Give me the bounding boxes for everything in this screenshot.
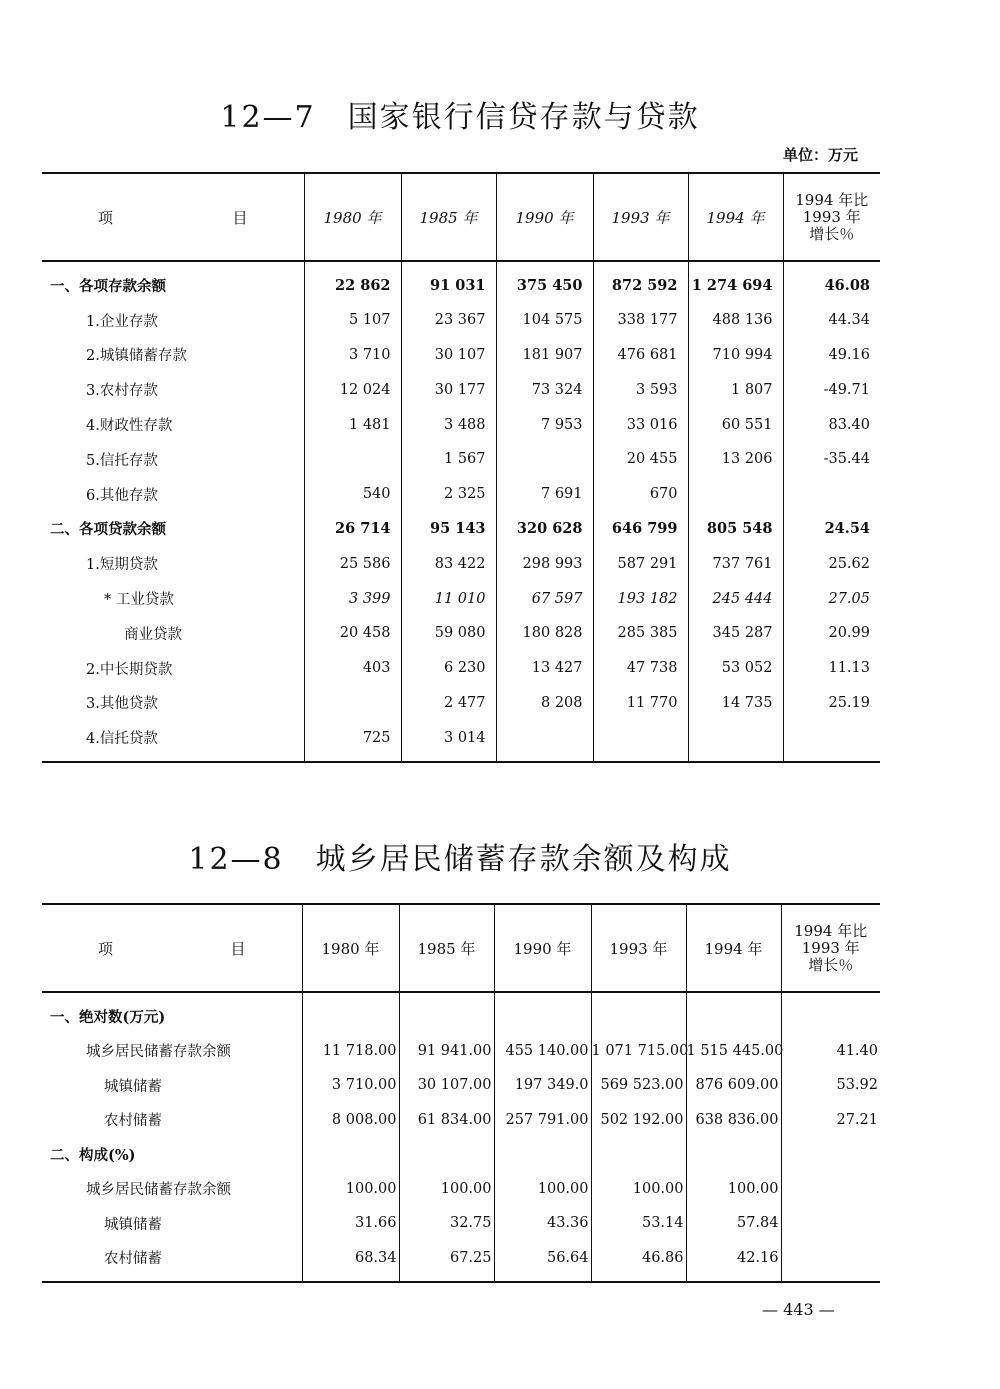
row-label: 农村储蓄 [42, 1241, 302, 1283]
row-label: 农村储蓄 [104, 1113, 162, 1130]
cell-1980: 1 481 [304, 407, 401, 442]
cell-1994: 57.84 [686, 1206, 781, 1241]
table-row [42, 442, 880, 477]
cell-1993: 476 681 [593, 338, 688, 373]
cell-growth: 46.08 [783, 261, 880, 303]
row-label: 3.农村存款 [86, 383, 158, 400]
table-row [42, 1172, 880, 1207]
cell-1993: 646 799 [593, 512, 688, 547]
cell-1993 [591, 992, 686, 1034]
table-row [42, 546, 880, 581]
table-row [42, 581, 880, 616]
cell-1990: 43.36 [494, 1206, 591, 1241]
cell-1985: 3 014 [401, 720, 496, 762]
table2-header-item [42, 904, 302, 992]
cell-1993 [591, 1137, 686, 1172]
cell-growth [783, 720, 880, 762]
cell-growth: 24.54 [783, 512, 880, 547]
cell-1985: 95 143 [401, 512, 496, 547]
page-number: — 443 — [762, 1300, 835, 1319]
cell-1980: 3 399 [304, 581, 401, 616]
cell-1985: 1 567 [401, 442, 496, 477]
cell-1985: 67.25 [399, 1241, 494, 1283]
cell-1994: 1 807 [688, 372, 783, 407]
cell-1990: 7 691 [496, 477, 593, 512]
cell-1990: 104 575 [496, 303, 593, 338]
cell-1993: 502 192.00 [591, 1103, 686, 1138]
cell-growth: -49.71 [783, 372, 880, 407]
cell-1980: 3 710 [304, 338, 401, 373]
cell-1994: 488 136 [688, 303, 783, 338]
header-year-1994: 1994 年 [688, 173, 783, 261]
table1-header-item [42, 173, 304, 261]
table-row [42, 407, 880, 442]
table-row [42, 303, 880, 338]
cell-1980: 100.00 [302, 1172, 399, 1207]
cell-1985: 83 422 [401, 546, 496, 581]
cell-1994: 13 206 [688, 442, 783, 477]
cell-1980: 12 024 [304, 372, 401, 407]
cell-growth: 25.62 [783, 546, 880, 581]
table-row [42, 720, 880, 762]
cell-1994: 1 274 694 [688, 261, 783, 303]
header-growth-line2: 1993 年 [801, 938, 860, 957]
cell-1985: 2 477 [401, 686, 496, 721]
cell-1985: 23 367 [401, 303, 496, 338]
cell-1990: 7 953 [496, 407, 593, 442]
row-label: 2.中长期贷款 [86, 661, 173, 678]
cell-1994 [686, 1137, 781, 1172]
cell-1994: 42.16 [686, 1241, 781, 1283]
cell-growth [781, 1241, 880, 1283]
cell-1985 [399, 992, 494, 1034]
header-item-left: 项 [98, 209, 114, 227]
cell-1993: 338 177 [593, 303, 688, 338]
table1 [42, 172, 880, 763]
header-growth-line1: 1994 年比 [795, 190, 869, 209]
cell-1990: 73 324 [496, 372, 593, 407]
header-growth-line2: 1993 年 [802, 207, 861, 226]
header-growth [783, 173, 880, 261]
cell-1980: 25 586 [304, 546, 401, 581]
header-year-1990: 1990 年 [494, 904, 591, 992]
cell-1990: 56.64 [494, 1241, 591, 1283]
cell-1980 [304, 442, 401, 477]
cell-1990 [496, 720, 593, 762]
cell-1993: 587 291 [593, 546, 688, 581]
row-label: 6.其他存款 [86, 487, 158, 504]
cell-1985: 59 080 [401, 616, 496, 651]
cell-1993: 46.86 [591, 1241, 686, 1283]
cell-1985: 3 488 [401, 407, 496, 442]
row-label: 城镇储蓄 [104, 1078, 162, 1095]
cell-1993: 11 770 [593, 686, 688, 721]
row-label: 一、各项存款余额 [50, 277, 166, 295]
cell-growth: 25.19 [783, 686, 880, 721]
row-label: 商业贷款 [124, 626, 182, 643]
row-label: 4.信托贷款 [42, 720, 304, 762]
cell-1980: 22 862 [304, 261, 401, 303]
cell-1994: 100.00 [686, 1172, 781, 1207]
cell-1985: 32.75 [399, 1206, 494, 1241]
cell-growth [781, 1172, 880, 1207]
row-label: 二、各项贷款余额 [50, 521, 166, 539]
cell-1993: 872 592 [593, 261, 688, 303]
cell-1990: 298 993 [496, 546, 593, 581]
row-label: 3.其他贷款 [86, 696, 158, 713]
cell-growth: 41.40 [781, 1034, 880, 1069]
table-row [42, 651, 880, 686]
header-year-1993: 1993 年 [593, 173, 688, 261]
cell-1985: 91 031 [401, 261, 496, 303]
table1-unit: 单位：万元 [783, 146, 859, 164]
cell-1994: 14 735 [688, 686, 783, 721]
header-growth-line3: 增长％ [808, 955, 854, 974]
header-year-1980: 1980 年 [302, 904, 399, 992]
cell-1985: 91 941.00 [399, 1034, 494, 1069]
cell-1985: 30 107.00 [399, 1068, 494, 1103]
cell-1980: 11 718.00 [302, 1034, 399, 1069]
cell-growth: 44.34 [783, 303, 880, 338]
row-label: * 工业贷款 [104, 592, 174, 609]
cell-1993: 100.00 [591, 1172, 686, 1207]
cell-1980 [302, 1137, 399, 1172]
cell-1990: 100.00 [494, 1172, 591, 1207]
cell-1980: 540 [304, 477, 401, 512]
cell-1980: 31.66 [302, 1206, 399, 1241]
cell-1993: 1 071 715.00 [591, 1034, 686, 1069]
cell-1994: 345 287 [688, 616, 783, 651]
cell-1994: 876 609.00 [686, 1068, 781, 1103]
row-label: 1.企业存款 [86, 313, 158, 330]
cell-1980: 3 710.00 [302, 1068, 399, 1103]
table-row [42, 372, 880, 407]
cell-1990 [494, 992, 591, 1034]
table-row [42, 477, 880, 512]
cell-growth: 49.16 [783, 338, 880, 373]
cell-1990: 181 907 [496, 338, 593, 373]
header-item-right: 目 [232, 209, 248, 227]
table-row [42, 338, 880, 373]
header-growth-line1: 1994 年比 [794, 921, 868, 940]
cell-growth [781, 1206, 880, 1241]
cell-1985: 30 107 [401, 338, 496, 373]
cell-1994: 1 515 445.00 [686, 1034, 781, 1069]
cell-1993: 670 [593, 477, 688, 512]
cell-1993: 53.14 [591, 1206, 686, 1241]
table-row [42, 1241, 880, 1283]
header-year-1985: 1985 年 [401, 173, 496, 261]
cell-1980: 20 458 [304, 616, 401, 651]
cell-1994: 737 761 [688, 546, 783, 581]
cell-1994: 245 444 [688, 581, 783, 616]
cell-1993: 193 182 [593, 581, 688, 616]
cell-growth: 83.40 [783, 407, 880, 442]
table-row [42, 686, 880, 721]
cell-1994: 53 052 [688, 651, 783, 686]
cell-1990 [496, 442, 593, 477]
header-year-1990: 1990 年 [496, 173, 593, 261]
cell-growth: 27.05 [783, 581, 880, 616]
row-label: 1.短期贷款 [86, 557, 158, 574]
row-label: 城镇储蓄 [104, 1216, 162, 1233]
header-item-left: 项 [98, 940, 114, 958]
cell-growth [781, 992, 880, 1034]
cell-1990: 13 427 [496, 651, 593, 686]
cell-growth [781, 1137, 880, 1172]
cell-1993: 3 593 [593, 372, 688, 407]
cell-1980: 5 107 [304, 303, 401, 338]
cell-1985: 2 325 [401, 477, 496, 512]
cell-1990: 180 828 [496, 616, 593, 651]
cell-1985: 6 230 [401, 651, 496, 686]
cell-1993: 33 016 [593, 407, 688, 442]
cell-1990: 455 140.00 [494, 1034, 591, 1069]
cell-1980: 725 [304, 720, 401, 762]
header-growth [781, 904, 880, 992]
table1-title: 12—7 国家银行信贷存款与贷款 [220, 100, 700, 135]
cell-1993: 285 385 [593, 616, 688, 651]
cell-1980: 26 714 [304, 512, 401, 547]
table-row [42, 1068, 880, 1103]
cell-growth: 20.99 [783, 616, 880, 651]
row-label: 城乡居民储蓄存款余额 [86, 1182, 231, 1199]
cell-1980: 8 008.00 [302, 1103, 399, 1138]
cell-1994: 638 836.00 [686, 1103, 781, 1138]
table-row [42, 512, 880, 547]
table-row [42, 1206, 880, 1241]
table-row [42, 992, 880, 1034]
cell-growth: 53.92 [781, 1068, 880, 1103]
row-label: 4.财政性存款 [86, 418, 173, 435]
cell-1994: 710 994 [688, 338, 783, 373]
header-year-1980: 1980 年 [304, 173, 401, 261]
table2-header-row [42, 904, 880, 992]
row-label: 城乡居民储蓄存款余额 [86, 1044, 231, 1061]
table-row [42, 261, 880, 303]
cell-1990: 320 628 [496, 512, 593, 547]
table-row [42, 1137, 880, 1172]
cell-1980: 68.34 [302, 1241, 399, 1283]
cell-1994: 60 551 [688, 407, 783, 442]
cell-1990 [494, 1137, 591, 1172]
cell-growth: 27.21 [781, 1103, 880, 1138]
cell-growth: -35.44 [783, 442, 880, 477]
cell-1994 [688, 720, 783, 762]
row-label: 二、构成(%) [50, 1146, 136, 1164]
cell-1980: 403 [304, 651, 401, 686]
header-growth-line3: 增长％ [809, 224, 855, 243]
cell-1990: 67 597 [496, 581, 593, 616]
row-label: 一、绝对数(万元) [50, 1008, 166, 1026]
table-row [42, 1034, 880, 1069]
table-row [42, 616, 880, 651]
cell-1994 [688, 477, 783, 512]
cell-1994: 805 548 [688, 512, 783, 547]
header-item-right: 目 [230, 940, 246, 958]
header-year-1985: 1985 年 [399, 904, 494, 992]
cell-1994 [686, 992, 781, 1034]
header-year-1993: 1993 年 [591, 904, 686, 992]
header-year-1994: 1994 年 [686, 904, 781, 992]
cell-1985: 11 010 [401, 581, 496, 616]
cell-1993: 47 738 [593, 651, 688, 686]
table-row [42, 1103, 880, 1138]
cell-1990: 197 349.0 [494, 1068, 591, 1103]
cell-growth [783, 477, 880, 512]
table2-title: 12—8 城乡居民储蓄存款余额及构成 [188, 842, 732, 877]
cell-1985: 100.00 [399, 1172, 494, 1207]
row-label: 2.城镇储蓄存款 [86, 348, 187, 365]
cell-1985: 61 834.00 [399, 1103, 494, 1138]
cell-1980 [304, 686, 401, 721]
cell-1985: 30 177 [401, 372, 496, 407]
cell-1993 [593, 720, 688, 762]
cell-1993: 569 523.00 [591, 1068, 686, 1103]
cell-growth: 11.13 [783, 651, 880, 686]
row-label: 5.信托存款 [86, 452, 158, 469]
table2 [42, 903, 880, 1283]
cell-1990: 375 450 [496, 261, 593, 303]
cell-1985 [399, 1137, 494, 1172]
cell-1980 [302, 992, 399, 1034]
table1-header-row [42, 173, 880, 261]
cell-1990: 257 791.00 [494, 1103, 591, 1138]
cell-1993: 20 455 [593, 442, 688, 477]
cell-1990: 8 208 [496, 686, 593, 721]
